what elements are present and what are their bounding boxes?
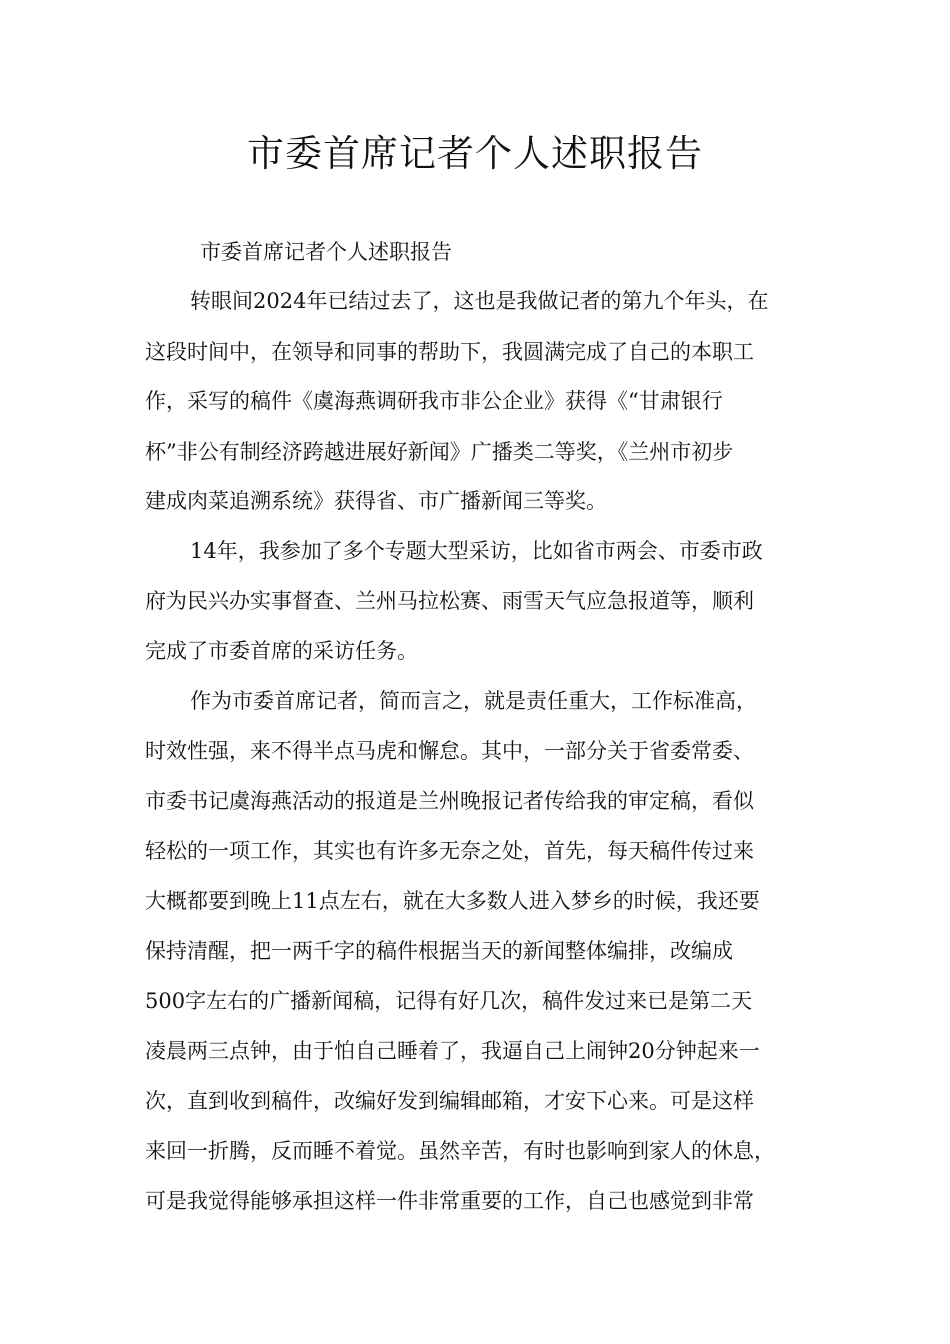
paragraph-line: 轻松的一项工作，其实也有许多无奈之处，首先，每天稿件传过来 xyxy=(145,839,754,863)
paragraph-line: 作，采写的稿件《虞海燕调研我市非公企业》获得《“甘肃银行 xyxy=(145,389,723,413)
paragraph-line: 14年，我参加了多个专题大型采访，比如省市两会、市委市政 xyxy=(190,539,763,563)
paragraph-line: 大概都要到晚上11点左右，就在大多数人进入梦乡的时候，我还要 xyxy=(145,889,760,913)
document-title: 市委首席记者个人述职报告 xyxy=(247,132,703,175)
paragraph-line: 府为民兴办实事督查、兰州马拉松赛、雨雪天气应急报道等，顺利 xyxy=(145,589,754,613)
paragraph-line: 这段时间中，在领导和同事的帮助下，我圆满完成了自己的本职工 xyxy=(145,340,754,364)
paragraph-line: 建成肉菜追溯系统》获得省、市广播新闻三等奖。 xyxy=(145,489,607,513)
paragraph-line: 可是我觉得能够承担这样一件非常重要的工作，自己也感觉到非常 xyxy=(145,1189,754,1213)
paragraph-line: 完成了市委首席的采访任务。 xyxy=(145,639,418,663)
document-subtitle: 市委首席记者个人述职报告 xyxy=(200,240,452,264)
paragraph-line: 转眼间2024年已结过去了，这也是我做记者的第九个年头，在 xyxy=(190,289,769,313)
paragraph-line: 时效性强，来不得半点马虎和懈怠。其中，一部分关于省委常委、 xyxy=(145,739,754,763)
paragraph-line: 次，直到收到稿件，改编好发到编辑邮箱，才安下心来。可是这样 xyxy=(145,1089,754,1113)
paragraph-line: 杯”非公有制经济跨越进展好新闻》广播类二等奖，《兰州市初步 xyxy=(145,440,734,464)
paragraph-line: 作为市委首席记者，简而言之，就是责任重大，工作标准高， xyxy=(190,689,757,713)
paragraph-line: 来回一折腾，反而睡不着觉。虽然辛苦，有时也影响到家人的休息， xyxy=(145,1139,775,1163)
paragraph-line: 凌晨两三点钟，由于怕自己睡着了，我逼自己上闹钟20分钟起来一 xyxy=(145,1039,760,1063)
paragraph-line: 市委书记虞海燕活动的报道是兰州晚报记者传给我的审定稿，看似 xyxy=(145,789,754,813)
paragraph-line: 保持清醒，把一两千字的稿件根据当天的新闻整体编排，改编成 xyxy=(145,939,733,963)
paragraph-line: 500字左右的广播新闻稿，记得有好几次，稿件发过来已是第二天 xyxy=(145,989,753,1013)
